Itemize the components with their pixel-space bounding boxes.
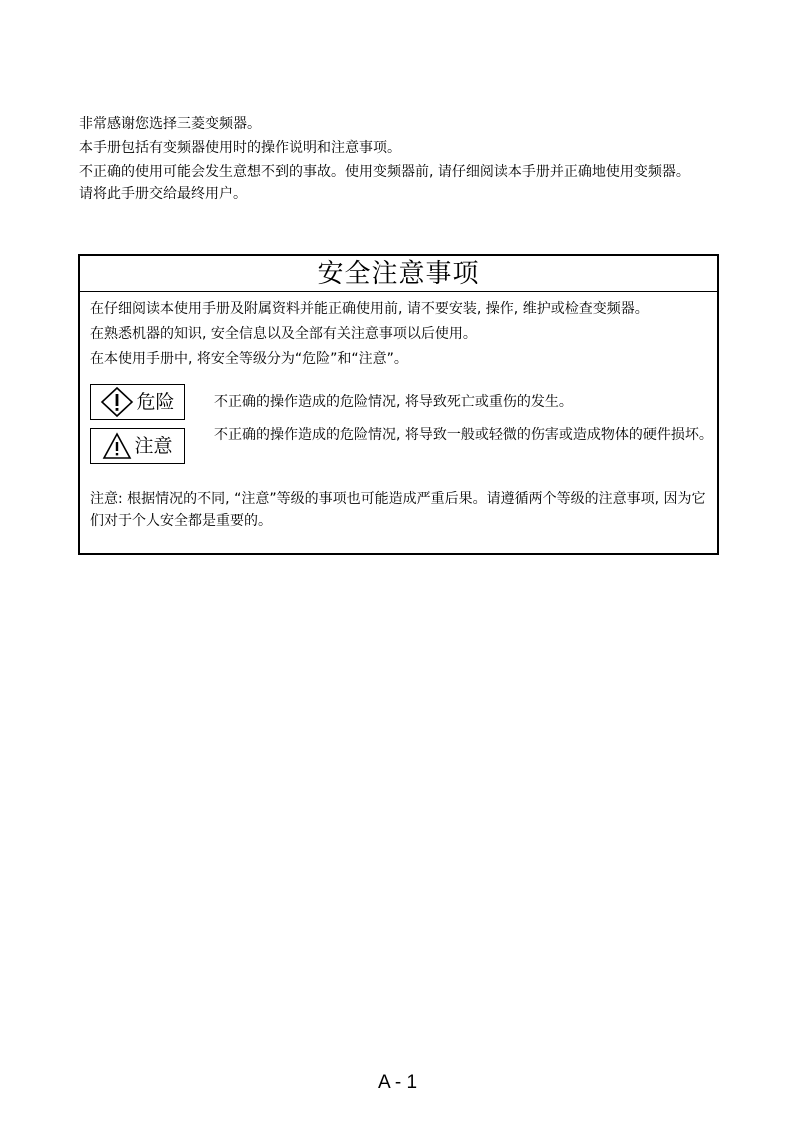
danger-badge: [90, 384, 185, 420]
safety-title: 安全注意事项: [80, 256, 717, 292]
caution-label: 注意: [134, 435, 173, 457]
intro-line-contents: 本手册包括有变频器使用时的操作说明和注意事项。: [79, 140, 401, 156]
intro-line-warning: 不正确的使用可能会发生意想不到的事故。使用变频器前, 请仔细阅读本手册并正确地使用变频器。: [79, 164, 690, 180]
page-number: A - 1: [377, 1072, 418, 1093]
safety-para-familiarize: 在熟悉机器的知识, 安全信息以及全部有关注意事项以后使用。: [90, 326, 477, 342]
caution-level-row: [90, 427, 713, 480]
danger-label: 危险: [136, 391, 175, 413]
caution-description: 不正确的操作造成的危险情况, 将导致一般或轻微的伤害或造成物体的硬件损坏。: [214, 427, 713, 443]
safety-precautions-box: [78, 254, 719, 555]
intro-line-thanks: 非常感谢您选择三菱变频器。: [79, 116, 261, 132]
danger-description: 不正确的操作造成的危险情况, 将导致死亡或重伤的发生。: [214, 394, 573, 410]
caution-triangle-icon: [102, 432, 132, 460]
intro-text: [79, 113, 719, 205]
safety-para-read-manual: 在仔细阅读本使用手册及附属资料并能正确使用前, 请不要安装, 操作, 维护或检查变频器。: [90, 301, 649, 317]
safety-note: 注意: 根据情况的不同, “注意”等级的事项也可能造成严重后果。请遵循两个等级的注意事项, 因为它们对于个人安全都是重要的。: [90, 491, 706, 529]
danger-level-row: [90, 384, 707, 428]
safety-para-levels: 在本使用手册中, 将安全等级分为“危险”和“注意”。: [90, 351, 408, 367]
intro-line-handover: 请将此手册交给最终用户。: [79, 186, 247, 202]
caution-badge: [90, 428, 185, 464]
danger-diamond-icon: [100, 386, 134, 418]
safety-body: [80, 292, 717, 532]
